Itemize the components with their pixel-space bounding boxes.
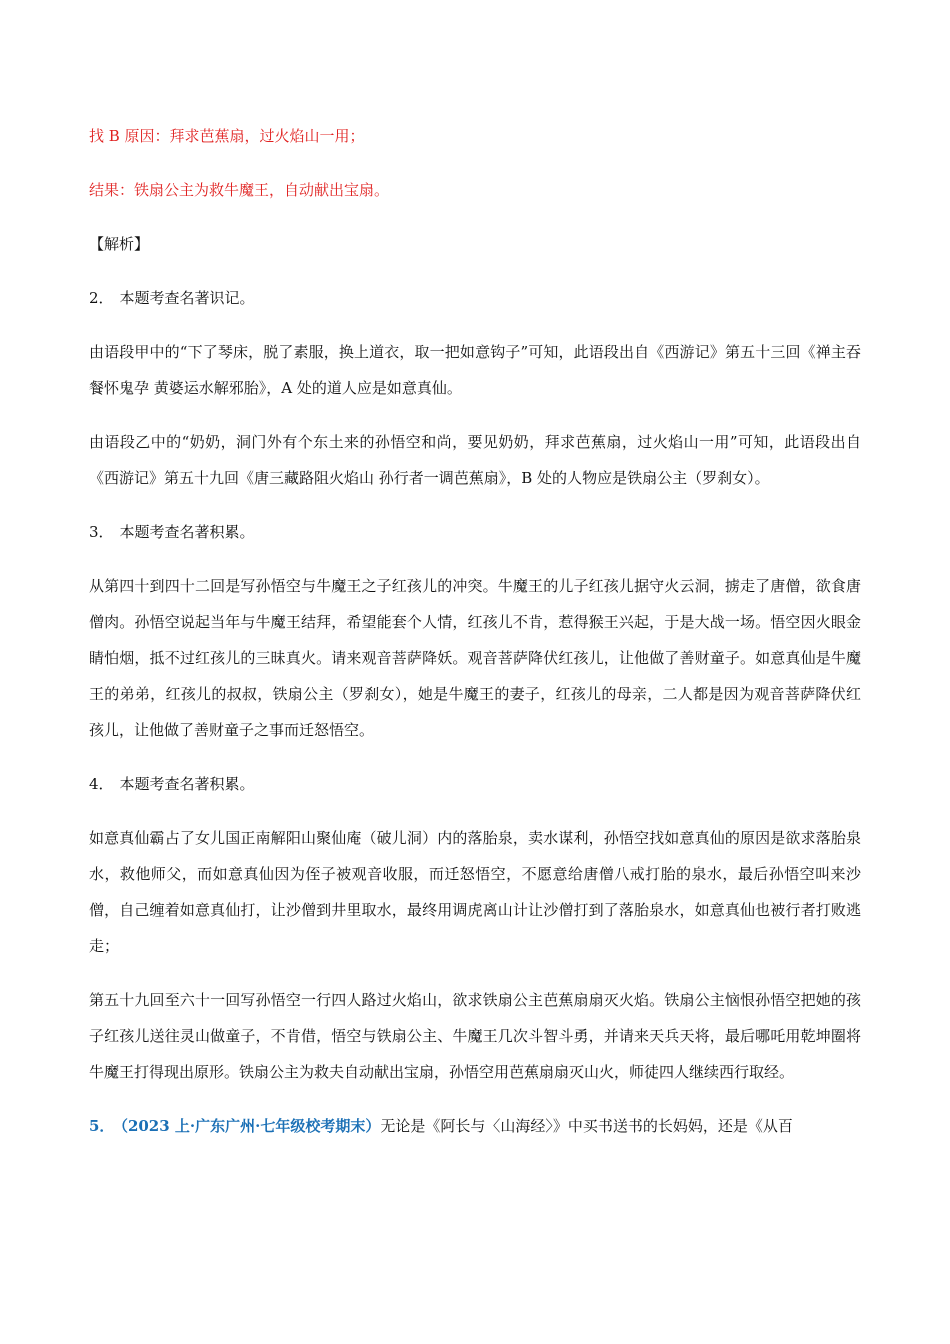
q3-paragraph-1: 从第四十到四十二回是写孙悟空与牛魔王之子红孩儿的冲突。牛魔王的儿子红孩儿据守火云洞，掳走了唐僧，欲食唐僧肉。孙悟空说起当年与牛魔王结拜，希望能套个人情，红孩儿不肯，惹得猴王兴起，于是大战一场。悟空因火眼金睛怕烟，抵不过红孩儿的三昧真火。请来观音菩萨降妖。观音菩萨降伏红孩儿，让他做了善财童子。如意真仙是牛魔王的弟弟，红孩儿的叔叔，铁扇公主（罗刹女），她是牛魔王的妻子，红孩儿的母亲，二人都是因为观音菩萨降伏红孩儿，让他做了善财童子之事而迁怒悟空。 bbox=[89, 577, 861, 739]
q2-heading-text: 本题考查名著识记。 bbox=[119, 289, 255, 307]
q2-number: 2． bbox=[89, 289, 114, 307]
q4-heading bbox=[89, 766, 861, 802]
q3-heading-text: 本题考查名著积累。 bbox=[119, 523, 255, 541]
q3-number: 3． bbox=[89, 523, 114, 541]
q4-heading-text: 本题考查名著积累。 bbox=[119, 775, 255, 793]
q4-paragraph-2: 第五十九回至六十一回写孙悟空一行四人路过火焰山，欲求铁扇公主芭蕉扇扇灭火焰。铁扇公主恼恨孙悟空把她的孩子红孩儿送往灵山做童子，不肯借，悟空与铁扇公主、牛魔王几次斗智斗勇，并请来天兵天将，最后哪吒用乾坤圈将牛魔王打得现出原形。铁扇公主为救夫自动献出宝扇，孙悟空用芭蕉扇扇灭山火，师徒四人继续西行取经。 bbox=[89, 991, 861, 1081]
answer-line-1: 找 B 原因：拜求芭蕉扇，过火焰山一用； bbox=[89, 127, 365, 145]
q5-line bbox=[89, 1108, 861, 1144]
q5-text: 无论是《阿长与〈山海经〉》中买书送书的长妈妈，还是《从百 bbox=[380, 1117, 793, 1135]
q5-source: （2023 上·广东广州·七年级校考期末） bbox=[120, 1117, 381, 1135]
q3-heading bbox=[89, 514, 861, 550]
q2-paragraph-1: 由语段甲中的“下了琴床，脱了素服，换上道衣，取一把如意钩子”可知，此语段出自《西游记》第五十三回《禅主吞餐怀鬼孕 黄婆运水解邪胎》，A 处的道人应是如意真仙。 bbox=[89, 343, 861, 397]
q4-paragraph-1: 如意真仙霸占了女儿国正南解阳山聚仙庵（破儿洞）内的落胎泉，卖水谋利，孙悟空找如意真仙的原因是欲求落胎泉水，救他师父，而如意真仙因为侄子被观音收服，而迁怒悟空，不愿意给唐僧八戒打胎的泉水，最后孙悟空叫来沙僧，自己缠着如意真仙打，让沙僧到井里取水，最终用调虎离山计让沙僧打到了落胎泉水，如意真仙也被行者打败逃走； bbox=[89, 829, 861, 955]
q2-paragraph-2: 由语段乙中的“奶奶，洞门外有个东土来的孙悟空和尚，要见奶奶，拜求芭蕉扇，过火焰山一用”可知，此语段出自《西游记》第五十九回《唐三藏路阻火焰山 孙行者一调芭蕉扇》，B 处的人物应是铁扇公主（罗刹女）。 bbox=[89, 433, 861, 487]
analysis-heading: 【解析】 bbox=[89, 235, 150, 253]
q5-number: 5． bbox=[89, 1117, 115, 1135]
answer-line-2: 结果：铁扇公主为救牛魔王，自动献出宝扇。 bbox=[89, 181, 390, 199]
q2-heading bbox=[89, 280, 861, 316]
q4-number: 4． bbox=[89, 775, 114, 793]
document-body bbox=[89, 118, 861, 1162]
